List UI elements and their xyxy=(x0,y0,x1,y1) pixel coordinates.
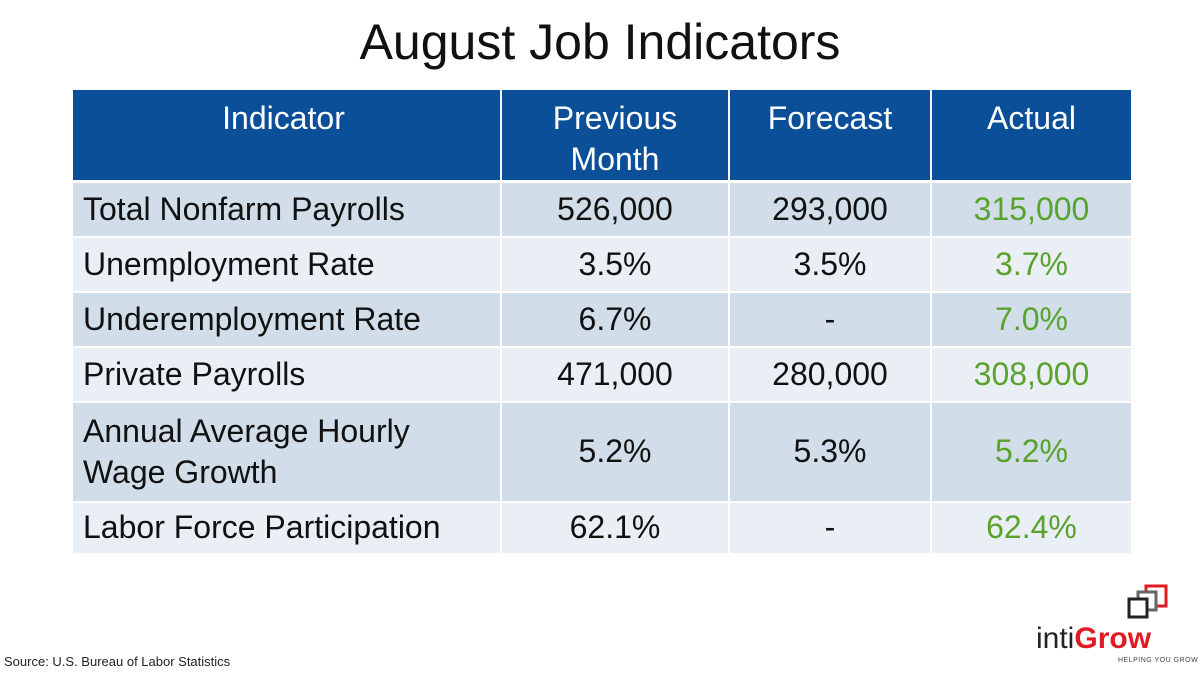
forecast-cell: 5.3% xyxy=(729,402,931,502)
previous-cell: 471,000 xyxy=(501,347,729,402)
table-row xyxy=(73,402,1131,502)
indicator-cell: Annual Average Hourly Wage Growth xyxy=(73,402,501,502)
table-row xyxy=(73,347,1131,402)
indicator-cell: Total Nonfarm Payrolls xyxy=(73,182,501,237)
previous-cell: 62.1% xyxy=(501,502,729,554)
logo-text-inti: inti xyxy=(1036,622,1075,655)
actual-cell: 315,000 xyxy=(931,182,1131,237)
indicator-cell: Labor Force Participation xyxy=(73,502,501,554)
stacked-squares-icon xyxy=(1116,584,1168,626)
logo-tagline: HELPING YOU GROW xyxy=(1118,657,1199,664)
header-previous-month: Previous Month xyxy=(501,90,729,182)
actual-cell: 7.0% xyxy=(931,292,1131,347)
indicator-cell: Private Payrolls xyxy=(73,347,501,402)
actual-cell: 308,000 xyxy=(931,347,1131,402)
logo-text-grow: Grow xyxy=(1074,622,1152,655)
previous-cell: 6.7% xyxy=(501,292,729,347)
forecast-cell: - xyxy=(729,292,931,347)
forecast-cell: 293,000 xyxy=(729,182,931,237)
source-note: Source: U.S. Bureau of Labor Statistics xyxy=(4,654,231,669)
indicator-cell: Underemployment Rate xyxy=(73,292,501,347)
table-row xyxy=(73,182,1131,237)
table-header-row xyxy=(73,90,1131,182)
table-row xyxy=(73,237,1131,292)
job-indicators-table xyxy=(73,90,1131,555)
actual-cell: 62.4% xyxy=(931,502,1131,554)
table-row xyxy=(73,502,1131,554)
logo-wordmark xyxy=(1036,622,1151,656)
previous-cell: 5.2% xyxy=(501,402,729,502)
header-actual: Actual xyxy=(931,90,1131,182)
intigrow-logo xyxy=(1036,582,1199,672)
previous-cell: 526,000 xyxy=(501,182,729,237)
table-row xyxy=(73,292,1131,347)
forecast-cell: 3.5% xyxy=(729,237,931,292)
indicator-cell: Unemployment Rate xyxy=(73,237,501,292)
actual-cell: 3.7% xyxy=(931,237,1131,292)
actual-cell: 5.2% xyxy=(931,402,1131,502)
page-title: August Job Indicators xyxy=(359,14,841,70)
forecast-cell: - xyxy=(729,502,931,554)
previous-cell: 3.5% xyxy=(501,237,729,292)
header-indicator: Indicator xyxy=(73,90,501,182)
header-forecast: Forecast xyxy=(729,90,931,182)
forecast-cell: 280,000 xyxy=(729,347,931,402)
